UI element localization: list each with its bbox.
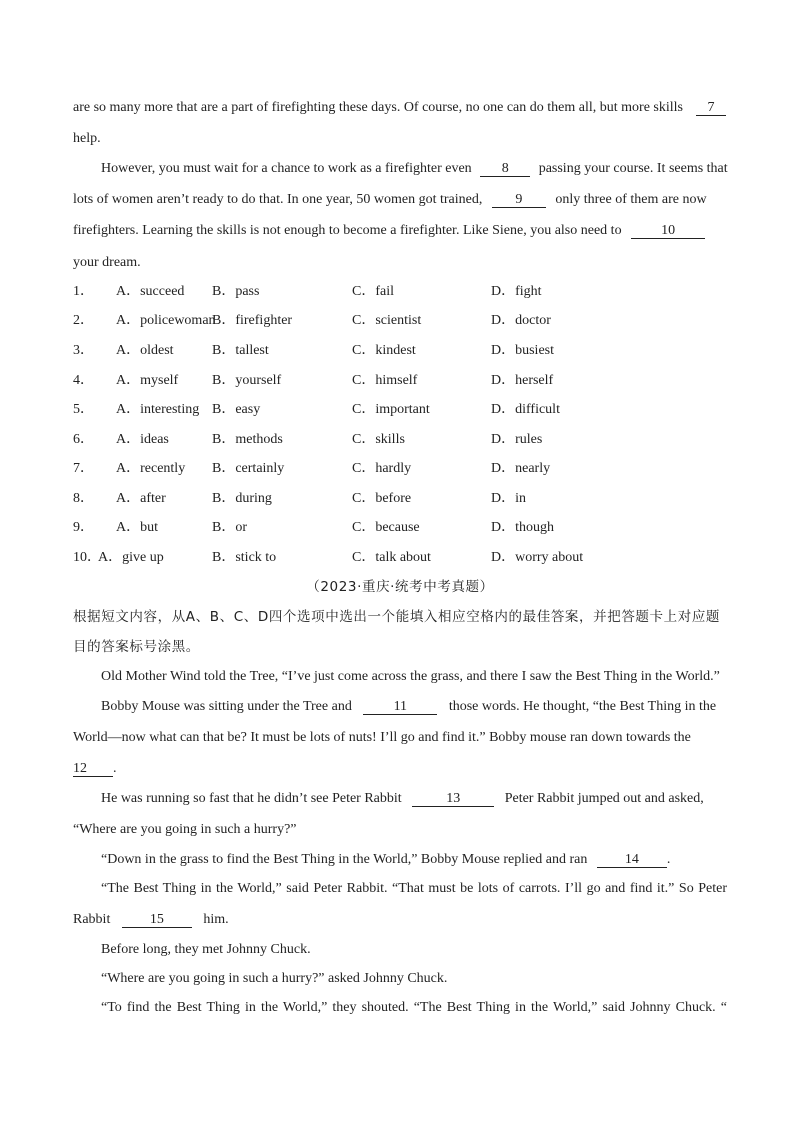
text-segment: Peter Rabbit jumped out and asked, xyxy=(504,791,704,806)
passage1-p2-line3 xyxy=(73,222,753,240)
option-d: D．doctor xyxy=(491,313,551,328)
text-segment: are so many more that are a part of firefighting these days. Of course, no one can do them all, but more skills xyxy=(73,100,683,115)
option-c: C．skills xyxy=(352,432,405,447)
option-c: C．before xyxy=(352,491,412,506)
text-segment: passing your course. It seems that xyxy=(538,161,728,176)
option-a: A．after xyxy=(116,491,166,506)
option-a: A．but xyxy=(116,520,158,535)
option-c: C．kindest xyxy=(352,343,416,358)
question-number: 10． xyxy=(73,550,101,565)
option-b: B．during xyxy=(212,491,272,506)
option-c: C．himself xyxy=(352,373,418,388)
option-d: D．difficult xyxy=(491,402,560,417)
blank-9: 9 xyxy=(492,192,546,208)
blank-7: 7 xyxy=(696,100,726,116)
option-row-3 xyxy=(73,342,733,360)
passage1-line1 xyxy=(73,99,727,117)
passage2-line4 xyxy=(73,760,727,778)
question-number: 1． xyxy=(73,284,94,299)
question-number: 7． xyxy=(73,461,94,476)
blank-8: 8 xyxy=(480,161,530,177)
option-a: A．succeed xyxy=(116,284,185,299)
option-row-6 xyxy=(73,431,733,449)
option-a: A．oldest xyxy=(116,343,174,358)
passage2-line3: World—now what can that be? It must be lots of nuts! I’ll go and find it.” Bobby mouse ran down towards the xyxy=(73,730,691,745)
passage1-p2-line1 xyxy=(101,160,727,178)
option-row-5 xyxy=(73,401,733,419)
question-number: 6． xyxy=(73,432,94,447)
text-segment: He was running so fast that he didn’t see Peter Rabbit xyxy=(101,791,402,806)
option-a: A．myself xyxy=(116,373,179,388)
option-b: B．yourself xyxy=(212,373,282,388)
blank-10: 10 xyxy=(631,223,705,239)
option-a: A．give up xyxy=(98,550,164,565)
option-b: B．firefighter xyxy=(212,313,293,328)
option-c: C．fail xyxy=(352,284,394,299)
option-c: C．scientist xyxy=(352,313,422,328)
option-b: B．or xyxy=(212,520,247,535)
passage2-line10: Before long, they met Johnny Chuck. xyxy=(101,942,311,957)
option-d: D．fight xyxy=(491,284,542,299)
option-row-10 xyxy=(73,549,733,567)
option-d: D．nearly xyxy=(491,461,551,476)
option-a: A．ideas xyxy=(116,432,169,447)
text-segment: However, you must wait for a chance to work as a firefighter even xyxy=(101,161,472,176)
option-row-7 xyxy=(73,460,733,478)
passage2-line2 xyxy=(101,698,727,716)
source-label: （2023·重庆·统考中考真题） xyxy=(306,579,494,595)
text-segment: those words. He thought, “the Best Thing in the xyxy=(448,699,717,714)
blank-14: 14 xyxy=(597,852,667,868)
question-number: 4． xyxy=(73,373,94,388)
passage2-line7 xyxy=(101,851,727,869)
passage2-line12: “To find the Best Thing in the World,” they shouted. “The Best Thing in the World,” said Johnny Chuck. “ xyxy=(101,1000,727,1015)
option-d: D．in xyxy=(491,491,526,506)
text-segment: firefighters. Learning the skills is not enough to become a firefighter. Like Siene, you also need to xyxy=(73,223,622,238)
option-b: B．methods xyxy=(212,432,283,447)
passage2-line8: “The Best Thing in the World,” said Peter Rabbit. “That must be lots of carrots. I’ll go and find it.” So Peter xyxy=(101,881,727,896)
text-segment: “Down in the grass to find the Best Thing in the World,” Bobby Mouse replied and ran xyxy=(101,852,588,867)
question-number: 8． xyxy=(73,491,94,506)
passage2-line11: “Where are you going in such a hurry?” asked Johnny Chuck. xyxy=(101,971,448,986)
passage2-line1: Old Mother Wind told the Tree, “I’ve just come across the grass, and there I saw the Best Thing in the World.” xyxy=(101,669,720,684)
passage2-line9 xyxy=(73,911,727,929)
option-row-9 xyxy=(73,519,733,537)
option-a: A．interesting xyxy=(116,402,200,417)
blank-12: 12 xyxy=(73,761,113,777)
option-a: A．recently xyxy=(116,461,186,476)
option-a: A．policewoman xyxy=(116,313,216,328)
option-b: B．tallest xyxy=(212,343,269,358)
question-number: 2． xyxy=(73,313,94,328)
text-segment: . xyxy=(666,852,671,867)
passage1-p2-line4: your dream. xyxy=(73,255,141,270)
blank-15: 15 xyxy=(122,912,192,928)
option-b: B．certainly xyxy=(212,461,285,476)
option-row-1 xyxy=(73,283,733,301)
instructions-line2: 目的答案标号涂黑。 xyxy=(73,639,200,655)
text-segment: Rabbit xyxy=(73,912,111,927)
instructions-line1: 根据短文内容，从A、B、C、D四个选项中选出一个能填入相应空格内的最佳答案，并把答题卡上对应题 xyxy=(73,609,721,625)
option-d: D．rules xyxy=(491,432,543,447)
option-c: C．important xyxy=(352,402,430,417)
blank-13: 13 xyxy=(412,791,494,807)
option-row-8 xyxy=(73,490,733,508)
option-b: B．pass xyxy=(212,284,260,299)
option-c: C．talk about xyxy=(352,550,431,565)
question-number: 9． xyxy=(73,520,94,535)
option-row-4 xyxy=(73,372,733,390)
option-d: D．herself xyxy=(491,373,554,388)
option-c: C．hardly xyxy=(352,461,412,476)
question-number: 3． xyxy=(73,343,94,358)
passage2-line6: “Where are you going in such a hurry?” xyxy=(73,822,297,837)
text-segment: only three of them are now xyxy=(555,192,707,207)
option-b: B．stick to xyxy=(212,550,277,565)
question-number: 5． xyxy=(73,402,94,417)
option-b: B．easy xyxy=(212,402,261,417)
text-segment: him. xyxy=(203,912,229,927)
option-d: D．worry about xyxy=(491,550,584,565)
passage1-p2-line2 xyxy=(73,191,727,209)
text-segment: lots of women aren’t ready to do that. In one year, 50 women got trained, xyxy=(73,192,483,207)
passage2-line5 xyxy=(101,790,727,808)
option-d: D．though xyxy=(491,520,554,535)
option-c: C．because xyxy=(352,520,420,535)
option-d: D．busiest xyxy=(491,343,554,358)
option-row-2 xyxy=(73,312,733,330)
text-segment: Bobby Mouse was sitting under the Tree and xyxy=(101,699,352,714)
blank-11: 11 xyxy=(363,699,437,715)
passage1-line2: help. xyxy=(73,131,101,146)
text-segment: . xyxy=(113,761,117,776)
